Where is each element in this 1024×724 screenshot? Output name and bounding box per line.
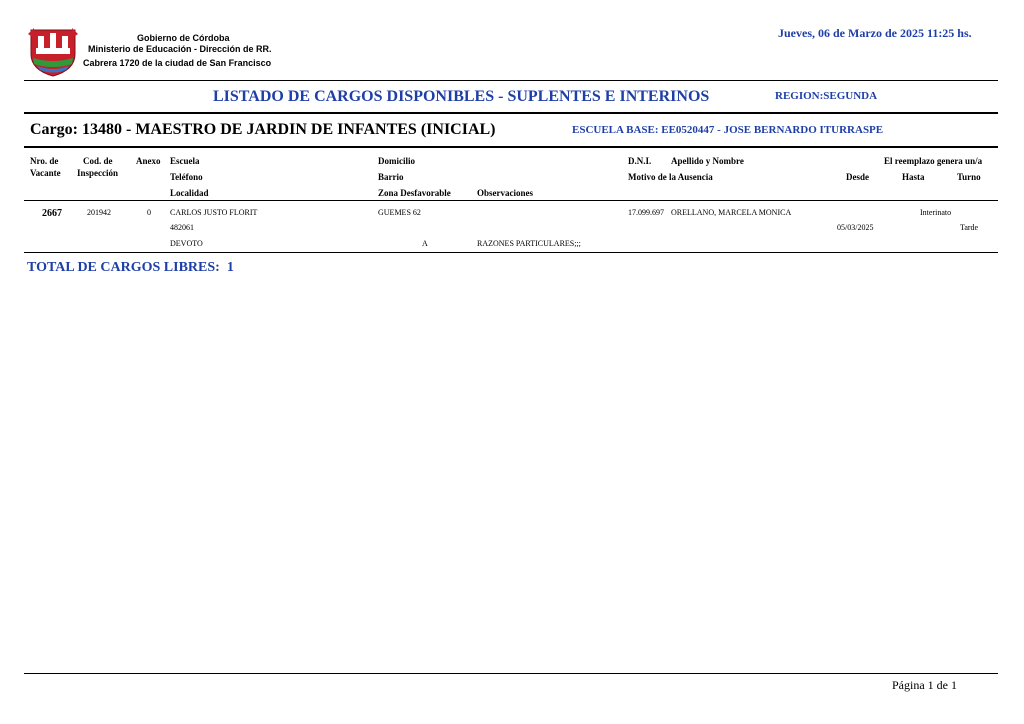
- report-date: Jueves, 06 de Marzo de 2025 11:25 hs.: [778, 26, 972, 40]
- row-reemplazo: Interinato: [920, 208, 952, 217]
- col-telefono: Teléfono: [170, 172, 203, 182]
- columns-divider: [24, 200, 998, 201]
- row-domicilio: GUEMES 62: [378, 208, 421, 217]
- col-observaciones: Observaciones: [477, 188, 533, 198]
- col-apellido: Apellido y Nombre: [671, 156, 744, 166]
- table-end-divider: [24, 252, 998, 253]
- title-divider: [24, 112, 998, 114]
- col-motivo: Motivo de la Ausencia: [628, 172, 713, 182]
- region-label: REGION:SEGUNDA: [775, 90, 878, 102]
- org-ministry: Ministerio de Educación - Dirección de RR.: [88, 44, 272, 54]
- row-anexo: 0: [147, 208, 151, 217]
- col-escuela: Escuela: [170, 156, 200, 166]
- col-cod-1: Cod. de: [83, 156, 113, 166]
- footer-divider: [24, 673, 998, 674]
- org-address: Cabrera 1720 de la ciudad de San Francisco: [83, 58, 272, 68]
- report-title: LISTADO DE CARGOS DISPONIBLES - SUPLENTES E INTERINOS: [213, 88, 710, 105]
- col-reemplazo: El reemplazo genera un/a: [884, 156, 983, 166]
- org-name: Gobierno de Córdoba: [137, 33, 230, 43]
- col-dni: D.N.I.: [628, 156, 652, 166]
- cordoba-seal-logo: [28, 24, 78, 78]
- col-nro-1: Nro. de: [30, 156, 59, 166]
- row-turno: Tarde: [960, 223, 979, 232]
- escuela-base: ESCUELA BASE: EE0520447 - JOSE BERNARDO ITURRASPE: [572, 124, 884, 136]
- col-desde: Desde: [846, 172, 869, 182]
- row-zona: A: [422, 239, 428, 248]
- col-domicilio: Domicilio: [378, 156, 415, 166]
- row-localidad: DEVOTO: [170, 239, 203, 248]
- col-localidad: Localidad: [170, 188, 209, 198]
- row-desde: 05/03/2025: [837, 223, 874, 232]
- col-anexo: Anexo: [136, 156, 161, 166]
- row-nro-vacante: 2667: [42, 208, 62, 219]
- cargo-title: Cargo: 13480 - MAESTRO DE JARDIN DE INFANTES (INICIAL): [30, 121, 496, 138]
- col-cod-2: Inspección: [77, 168, 119, 178]
- row-dni: 17.099.697: [628, 208, 664, 217]
- col-hasta: Hasta: [902, 172, 925, 182]
- row-apellido: ORELLANO, MARCELA MONICA: [671, 208, 792, 217]
- page-number: Página 1 de 1: [892, 678, 957, 692]
- row-observaciones: RAZONES PARTICULARES;;;: [477, 239, 581, 248]
- header-divider: [24, 80, 998, 81]
- row-cod-inspeccion: 201942: [87, 208, 111, 217]
- row-telefono: 482061: [170, 223, 194, 232]
- total-cargos: TOTAL DE CARGOS LIBRES: 1: [27, 260, 234, 275]
- row-escuela: CARLOS JUSTO FLORIT: [170, 208, 258, 217]
- cargo-divider: [24, 146, 998, 148]
- col-zona: Zona Desfavorable: [378, 188, 451, 198]
- col-turno: Turno: [957, 172, 981, 182]
- col-barrio: Barrio: [378, 172, 404, 182]
- col-nro-2: Vacante: [30, 168, 61, 178]
